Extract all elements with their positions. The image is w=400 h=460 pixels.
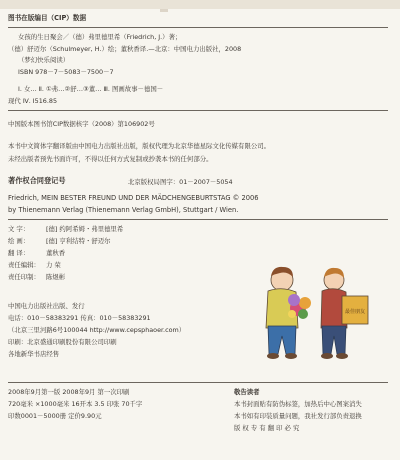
publisher-line: 电话：010－58383291 传真：010－58383291 (8, 314, 151, 322)
two-boys-illustration (242, 258, 372, 368)
divider (8, 219, 388, 220)
divider (8, 27, 388, 28)
copyright-number: 北京版权局图字：01－2007－5054 (128, 178, 233, 186)
notice-line: 未经出版者预先书面许可，不得以任何方式复制或抄袭本书的任何部分。 (8, 155, 213, 163)
edition-line: 2008年9月第一版 2008年9月 第一次印刷 (8, 388, 130, 396)
credit-name: [德] 约阿希姆・弗里德里希 (46, 225, 124, 233)
publisher-line: （北京三里河路6号100044 http://www.cepsphaoer.com） (8, 326, 186, 334)
isbn: ISBN 978－7－5083－7500－7 (18, 68, 114, 76)
copyright-heading: 著作权合同登记号 (8, 176, 66, 185)
edition-line: 720毫米 ×1000毫米 16开本 3.5 印张 70千字 (8, 400, 143, 408)
divider (8, 382, 388, 383)
cip-line: （德）舒迈尔（Schulmeyer, H.）绘；董秋香译.—北京：中国电力出版社，2008 (8, 45, 242, 53)
cip-number: 中国版本图书馆CIP数据核字（2008）第106902号 (8, 120, 155, 128)
warning-line: 本书如有印装质量问题，我社发行部负责退换 (234, 412, 362, 420)
publisher-line: 中国电力出版社出版、发行 (8, 302, 85, 310)
publisher-line: 各地新华书店经售 (8, 350, 60, 358)
classification-line: Ⅰ. 女… Ⅱ. ①弗…②舒…③董… Ⅲ. 图画故事－德国－ (18, 85, 164, 93)
sign-text: 最佳朋友 (344, 309, 366, 315)
notice-line: 本书中文简体字翻译版由中国电力出版社出版，版权代理为北京华德星际文化传媒有限公司。 (8, 142, 271, 150)
original-credit-line: Friedrich, MEIN BESTER FREUND UND DER MÄDCHENGEBURTSTAG © 2006 (8, 194, 259, 202)
cip-line: （梦幻快乐阅读） (18, 56, 70, 64)
credit-role: 责任编辑： (8, 261, 40, 269)
boy-with-flowers (266, 267, 311, 359)
warning-line: 版 权 专 有 翻 印 必 究 (234, 424, 300, 432)
warning-line: 本书封面贴有防伪标签，加热后中心图案消失 (234, 400, 362, 408)
cip-title: 图书在版编目（CIP）数据 (8, 14, 87, 22)
original-credit-line: by Thienemann Verlag (Thienemann Verlag GmbH), Stuttgart / Wien. (8, 206, 239, 214)
flower-bouquet (288, 294, 311, 319)
divider (8, 110, 388, 111)
cip-line: 女孩的生日聚会／（德）弗里德里希（Friedrich, J.）著； (18, 33, 182, 41)
credit-name: 陈煜彬 (46, 273, 66, 281)
credit-role: 绘 画： (8, 237, 30, 245)
credit-role: 责任印制： (8, 273, 40, 281)
credit-name: 力 荣 (46, 261, 61, 269)
edition-line: 印数0001－5000册 定价9.90元 (8, 412, 102, 420)
credit-name: [德] 亨利结特・舒迈尔 (46, 237, 111, 245)
torn-top-edge (0, 0, 400, 10)
boy-with-sign (321, 268, 368, 359)
classification-line: 现代 Ⅳ. I516.85 (8, 97, 58, 105)
publisher-line: 印刷：北京盛通印刷股份有限公司印刷 (8, 338, 117, 346)
credit-role: 翻 译： (8, 249, 30, 257)
warning-title: 敬告读者 (234, 388, 260, 396)
credit-name: 董秋香 (46, 249, 66, 257)
credit-role: 文 字： (8, 225, 30, 233)
